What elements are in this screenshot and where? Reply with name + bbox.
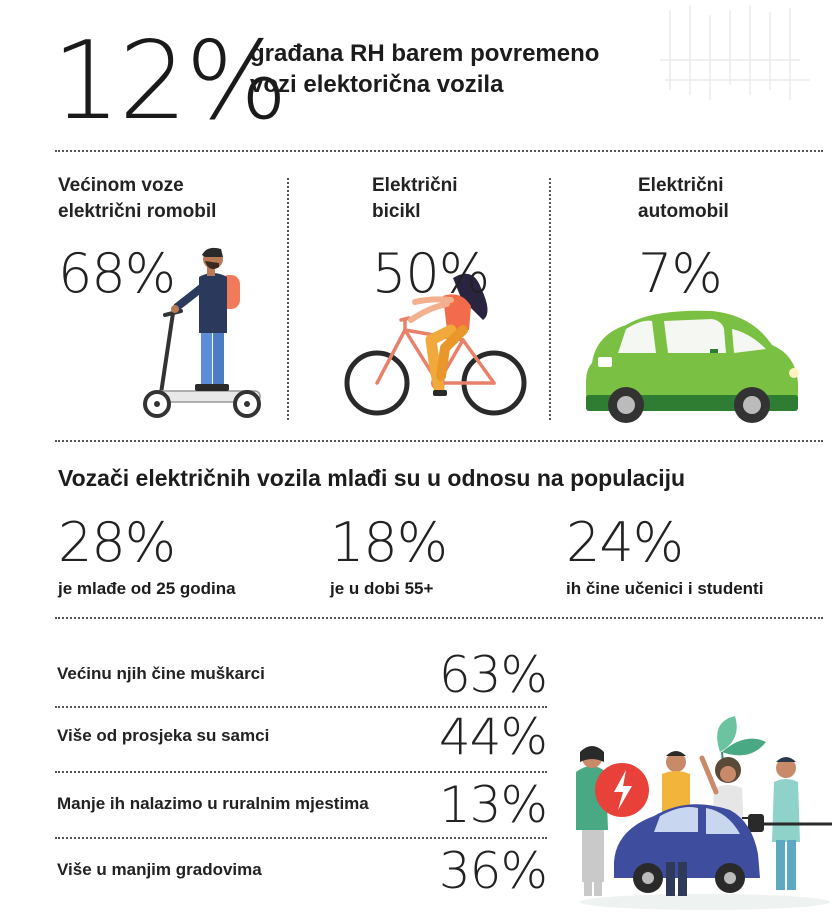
divider-lower [55,617,823,619]
age-stat-percent-3: 24% [566,511,684,574]
people-with-electric-car-icon [570,712,832,912]
vehicle-label-car: Električni automobil [638,175,729,222]
vehicle-label-scooter: Većinom voze električni romobil [58,175,217,222]
divider-col-1 [287,178,289,420]
divider-middle [55,440,823,442]
demographic-percent-1: 63% [438,646,547,704]
demographic-label-1: Većinu njih čine muškarci [57,664,265,683]
divider-col-2 [549,178,551,420]
age-stat-label-1: je mlađe od 25 godina [58,579,236,598]
demographic-label-2: Više od prosjeka su samci [57,726,270,745]
row-divider-3 [55,837,547,839]
demographic-percent-2: 44% [438,708,547,766]
headline-percent: 12% [52,19,287,144]
demographic-label-4: Više u manjim gradovima [57,860,262,879]
headline-line-2: vozi elektorična vozila [250,71,504,98]
age-stat-label-3: ih čine učenici i studenti [566,579,764,598]
demographic-label-3: Manje ih nalazimo u ruralnim mjestima [57,794,369,813]
headline-text [250,38,599,100]
vehicle-label-bike: Električni bicikl [372,175,458,222]
vehicle-percent-car: 7% [638,242,722,305]
headline-line-1: građana RH barem povremeno [250,40,600,67]
age-stat-label-2: je u dobi 55+ [330,579,434,598]
scooter-rider-icon [135,245,270,420]
electric-car-icon [582,305,802,423]
watermark-sketch [650,0,840,110]
vehicle-percent-scooter: 68% [58,242,176,305]
demographic-percent-3: 13% [438,776,547,834]
row-divider-2 [55,771,547,773]
age-section-title: Vozači električnih vozila mlađi su u odnosu na populaciju [58,465,686,491]
age-stat-percent-2: 18% [330,511,448,574]
demographic-percent-4: 36% [438,842,547,900]
vehicle-percent-bike: 50% [372,242,490,305]
age-stat-percent-1: 28% [58,511,176,574]
divider-top [55,150,823,152]
